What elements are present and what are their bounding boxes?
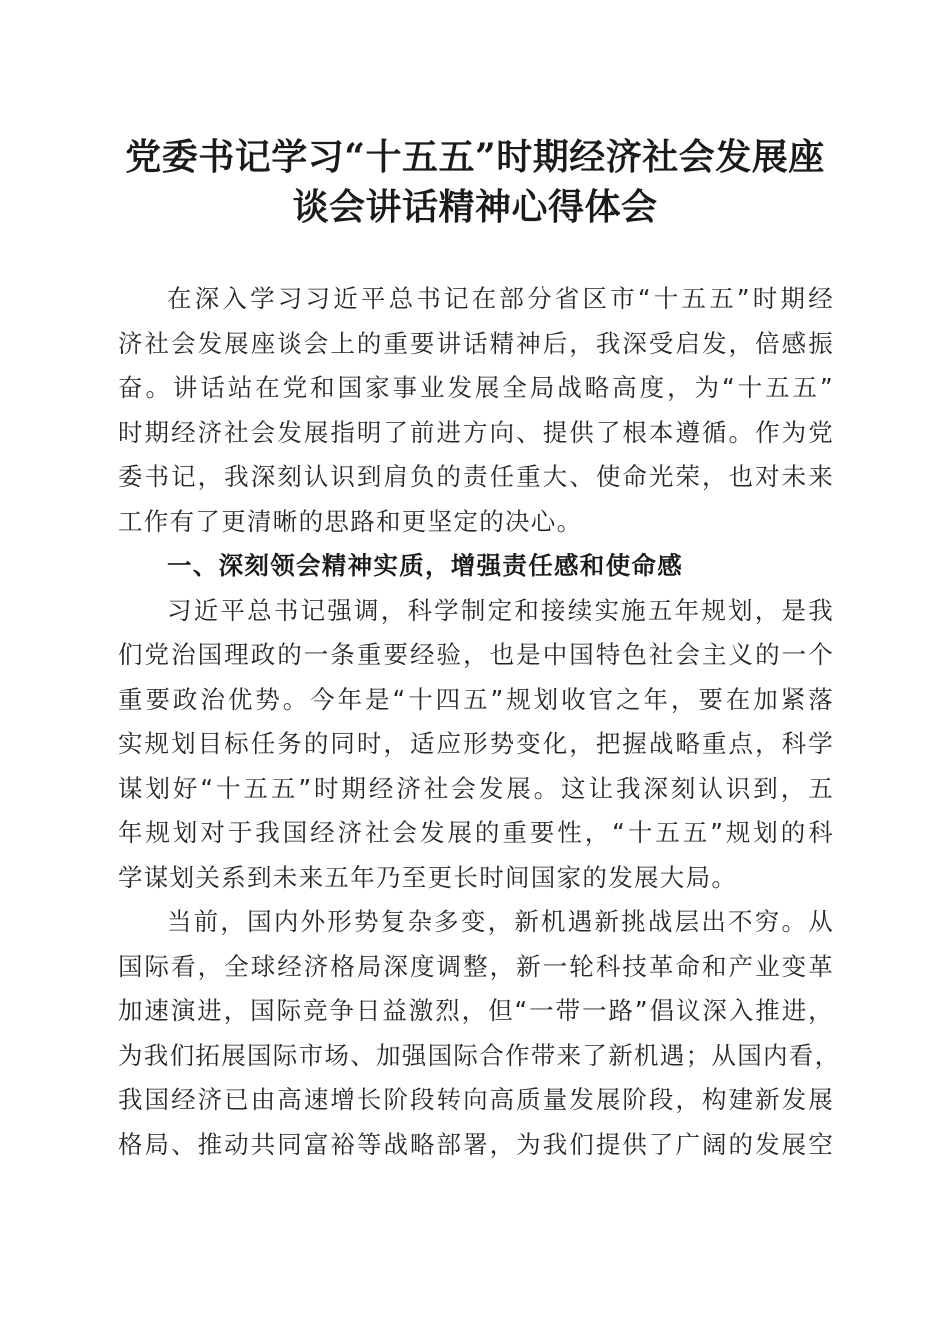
text-line: 奋。讲话站在党和国家事业发展全局战略高度，为“十五五”	[118, 373, 834, 402]
text-line: 学谋划关系到未来五年乃至更长时间国家的发展大局。	[118, 862, 738, 892]
text-line: 济社会发展座谈会上的重要讲话精神后，我深受启发，倍感振	[118, 328, 834, 358]
section-heading: 一、深刻领会精神实质，增强责任感和使命感	[167, 551, 683, 580]
document-title	[90, 132, 860, 232]
text-line: 我国经济已由高速增长阶段转向高质量发展阶段，构建新发展	[118, 1085, 834, 1114]
text-line: 委书记，我深刻认识到肩负的责任重大、使命光荣，也对未来	[118, 462, 834, 491]
text-line: 为我们拓展国际市场、加强国际合作带来了新机遇；从国内看，	[118, 1040, 841, 1070]
text-line: 谋划好“十五五”时期经济社会发展。这让我深刻认识到，五	[118, 773, 834, 803]
intro-paragraph	[118, 277, 834, 544]
section-paragraph-2	[118, 900, 841, 1167]
text-line: 时期经济社会发展指明了前进方向、提供了根本遵循。作为党	[118, 417, 834, 447]
text-line: 加速演进，国际竞争日益激烈，但“一带一路”倡议深入推进，	[118, 996, 834, 1025]
text-line: 重要政治优势。今年是“十四五”规划收官之年，要在加紧落	[118, 684, 834, 714]
text-line: 年规划对于我国经济社会发展的重要性，“十五五”规划的科	[118, 818, 834, 847]
text-line: 当前，国内外形势复杂多变，新机遇新挑战层出不穷。从	[167, 907, 834, 936]
text-line: 国际看，全球经济格局深度调整，新一轮科技革命和产业变革	[118, 951, 834, 981]
text-line: 格局、推动共同富裕等战略部署，为我们提供了广阔的发展空	[118, 1129, 834, 1159]
text-line: 实规划目标任务的同时，适应形势变化，把握战略重点，科学	[118, 729, 834, 758]
text-line: 习近平总书记强调，科学制定和接续实施五年规划，是我	[167, 595, 834, 625]
section-paragraph-1	[118, 589, 834, 901]
title-line-1: 党委书记学习“十五五”时期经济社会发展座	[125, 136, 825, 178]
text-line: 在深入学习习近平总书记在部分省区市“十五五”时期经	[167, 284, 834, 313]
text-line: 们党治国理政的一条重要经验，也是中国特色社会主义的一个	[118, 640, 834, 669]
text-line: 工作有了更清晰的思路和更坚定的决心。	[118, 506, 583, 536]
title-line-2: 谈会讲话精神心得体会	[292, 186, 658, 228]
document-body	[118, 277, 841, 1167]
